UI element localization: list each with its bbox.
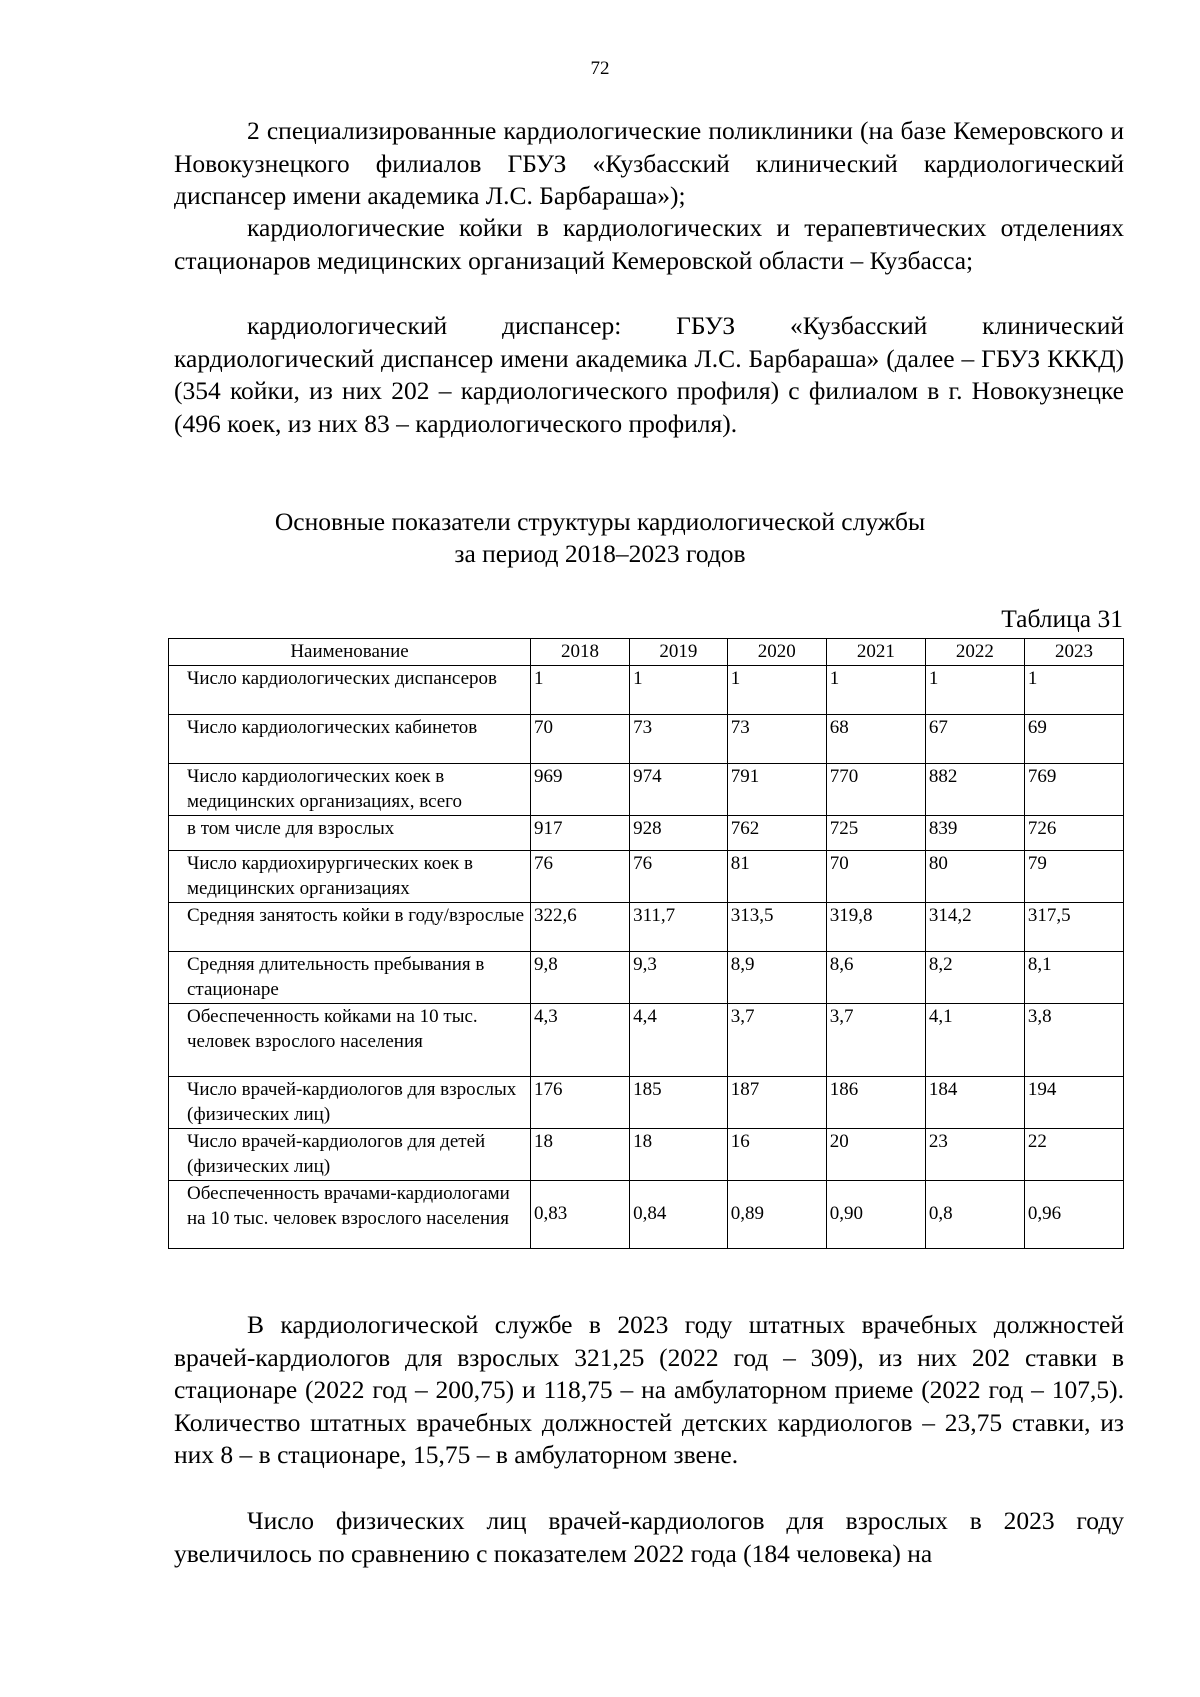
table-cell-value: 313,5 [727, 902, 826, 951]
table-cell-name: Число врачей-кардиологов для детей (физических лиц) [169, 1128, 531, 1180]
table-cell-value: 18 [531, 1128, 630, 1180]
table-row [169, 902, 1124, 951]
paragraph-beds: кардиологические койки в кардиологических и терапевтических отделениях стационаров медицинских организаций Кемеровской области – Кузбасса; [174, 213, 1124, 275]
table-cell-value: 8,1 [1024, 951, 1123, 1003]
table-cell-name: Обеспеченность врачами-кардиологами на 10 тыс. человек взрослого населения [169, 1180, 531, 1248]
table-cell-value: 317,5 [1024, 902, 1123, 951]
table-cell-value: 186 [826, 1076, 925, 1128]
table-cell-value: 8,9 [727, 951, 826, 1003]
table-cell-value: 0,96 [1024, 1180, 1123, 1248]
table-cell-value: 70 [826, 850, 925, 902]
header-cell-2021: 2021 [826, 639, 925, 666]
table-cell-value: 725 [826, 815, 925, 850]
table-cell-value: 23 [925, 1128, 1024, 1180]
table-cell-name: Число кардиологических кабинетов [169, 714, 531, 763]
table-cell-value: 0,89 [727, 1180, 826, 1248]
table-cell-value: 839 [925, 815, 1024, 850]
table-row [169, 850, 1124, 902]
table-cell-value: 769 [1024, 763, 1123, 815]
table-cell-value: 1 [531, 665, 630, 714]
table-cell-value: 69 [1024, 714, 1123, 763]
table-cell-value: 79 [1024, 850, 1123, 902]
table-row [169, 1003, 1124, 1076]
table-cell-value: 73 [630, 714, 728, 763]
table-cell-value: 8,2 [925, 951, 1024, 1003]
table-row [169, 763, 1124, 815]
table-cell-value: 928 [630, 815, 728, 850]
table-cell-value: 791 [727, 763, 826, 815]
paragraph-polyclinics: 2 специализированные кардиологические поликлиники (на базе Кемеровского и Новокузнецкого филиалов ГБУЗ «Кузбасский клинический кардиологический диспансер имени академика Л.С. Барбараша»); [174, 116, 1124, 210]
table-caption [0, 506, 1200, 570]
table-cell-value: 187 [727, 1076, 826, 1128]
paragraph-physicians-count: Число физических лиц врачей-кардиологов для взрослых в 2023 году увеличилось по сравнению с показателем 2022 года (184 человека) на [174, 1506, 1124, 1568]
table-cell-value: 1 [727, 665, 826, 714]
table-row [169, 1076, 1124, 1128]
table-cell-value: 9,8 [531, 951, 630, 1003]
table-cell-value: 969 [531, 763, 630, 815]
table-cell-value: 76 [630, 850, 728, 902]
table-cell-value: 18 [630, 1128, 728, 1180]
header-cell-name: Наименование [169, 639, 531, 666]
table-cell-value: 311,7 [630, 902, 728, 951]
table-cell-value: 184 [925, 1076, 1024, 1128]
table-cell-value: 80 [925, 850, 1024, 902]
table-cell-value: 3,7 [727, 1003, 826, 1076]
table-cell-value: 882 [925, 763, 1024, 815]
table-cell-value: 0,8 [925, 1180, 1024, 1248]
table-cell-value: 0,84 [630, 1180, 728, 1248]
table-cell-value: 70 [531, 714, 630, 763]
table-cell-name: Число кардиохирургических коек в медицинских организациях [169, 850, 531, 902]
table-row [169, 815, 1124, 850]
table-cell-value: 770 [826, 763, 925, 815]
table-cell-value: 73 [727, 714, 826, 763]
table-row [169, 714, 1124, 763]
table-cell-value: 322,6 [531, 902, 630, 951]
table-cell-name: Число кардиологических коек в медицинских организациях, всего [169, 763, 531, 815]
table-cell-name: Число кардиологических диспансеров [169, 665, 531, 714]
table-cell-value: 4,1 [925, 1003, 1024, 1076]
table-cell-name: Число врачей-кардиологов для взрослых (физических лиц) [169, 1076, 531, 1128]
table-cell-value: 0,90 [826, 1180, 925, 1248]
table-row [169, 1128, 1124, 1180]
table-cell-value: 20 [826, 1128, 925, 1180]
table-cell-value: 4,4 [630, 1003, 728, 1076]
table-cell-value: 68 [826, 714, 925, 763]
table-cell-value: 762 [727, 815, 826, 850]
table-cell-name: Средняя длительность пребывания в стационаре [169, 951, 531, 1003]
table-cell-value: 3,8 [1024, 1003, 1123, 1076]
table-header-row [169, 639, 1124, 666]
table-cell-value: 194 [1024, 1076, 1123, 1128]
table-cell-value: 16 [727, 1128, 826, 1180]
table-cell-value: 9,3 [630, 951, 728, 1003]
table-row [169, 665, 1124, 714]
header-cell-2020: 2020 [727, 639, 826, 666]
table-cell-value: 1 [630, 665, 728, 714]
table-cell-value: 974 [630, 763, 728, 815]
table-row [169, 1180, 1124, 1248]
table-cell-value: 8,6 [826, 951, 925, 1003]
table-caption-line-1: Основные показатели структуры кардиологической службы [274, 507, 926, 536]
page-number: 72 [590, 58, 610, 79]
table-label: Таблица 31 [1001, 604, 1123, 633]
table-cell-value: 76 [531, 850, 630, 902]
table-cell-value: 1 [826, 665, 925, 714]
table-cell-value: 67 [925, 714, 1024, 763]
table-cell-value: 1 [925, 665, 1024, 714]
table-cell-value: 22 [1024, 1128, 1123, 1180]
table-cell-value: 3,7 [826, 1003, 925, 1076]
table-caption-line-2: за период 2018–2023 годов [454, 539, 746, 568]
header-cell-2022: 2022 [925, 639, 1024, 666]
table-cell-value: 1 [1024, 665, 1123, 714]
header-cell-2023: 2023 [1024, 639, 1123, 666]
table-cell-value: 917 [531, 815, 630, 850]
table-cell-name: в том числе для взрослых [169, 815, 531, 850]
header-cell-2019: 2019 [630, 639, 728, 666]
table-cell-value: 176 [531, 1076, 630, 1128]
table-cell-value: 314,2 [925, 902, 1024, 951]
table-cell-name: Обеспеченность койками на 10 тыс. человек взрослого населения [169, 1003, 531, 1076]
table-cell-value: 81 [727, 850, 826, 902]
table-row [169, 951, 1124, 1003]
paragraph-staff-positions: В кардиологической службе в 2023 году штатных врачебных должностей врачей-кардиологов для взрослых 321,25 (2022 год – 309), из них 202 ставки в стационаре (2022 год – 200,75) и 118,75 – на амбулаторном приеме (2022 год – 107,5). Количество штатных врачебных должностей детских кардиологов – 23,75 ставки, из них 8 – в стационаре, 15,75 – в амбулаторном звене. [174, 1310, 1124, 1469]
table-cell-value: 0,83 [531, 1180, 630, 1248]
table-cell-value: 4,3 [531, 1003, 630, 1076]
paragraph-dispensary: кардиологический диспансер: ГБУЗ «Кузбасский клинический кардиологический диспансер имени академика Л.С. Барбараша» (далее – ГБУЗ КККД) (354 койки, из них 202 – кардиологического профиля) с филиалом в г. Новокузнецке (496 коек, из них 83 – кардиологического профиля). [174, 311, 1124, 438]
table-cell-value: 319,8 [826, 902, 925, 951]
table-cell-name: Средняя занятость койки в году/взрослые [169, 902, 531, 951]
header-cell-2018: 2018 [531, 639, 630, 666]
table-cell-value: 726 [1024, 815, 1123, 850]
table-cell-value: 185 [630, 1076, 728, 1128]
cardiology-indicators-table [168, 638, 1124, 1249]
